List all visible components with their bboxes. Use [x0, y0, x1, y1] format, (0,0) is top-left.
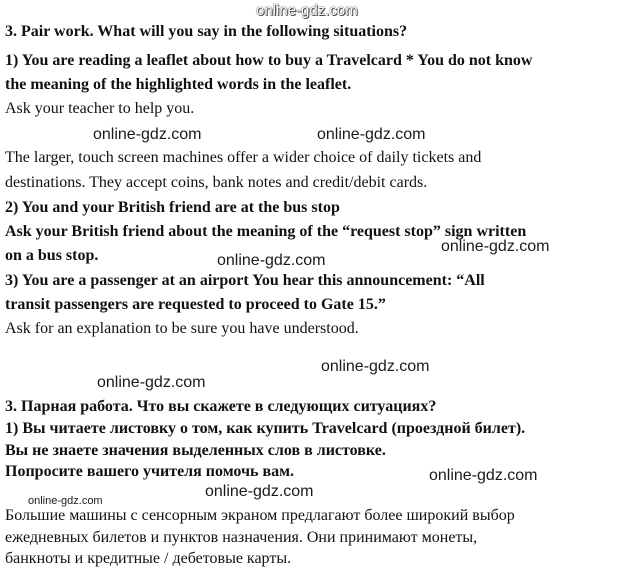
situation-1-title-cont: the meaning of the highlighted words in the leaflet.	[5, 76, 352, 93]
ru-leaflet-text-end: банкноты и кредитные / дебетовые карты.	[5, 550, 292, 567]
watermark: online-gdz.com	[256, 2, 358, 19]
leaflet-text-cont: destinations. They accept coins, bank notes and credit/debit cards.	[5, 174, 428, 191]
situation-2-task-cont: on a bus stop.	[5, 247, 99, 264]
exercise-heading: 3. Pair work. What will you say in the following situations?	[5, 23, 408, 40]
watermark: online-gdz.com	[28, 495, 103, 507]
watermark: online-gdz.com	[205, 483, 314, 500]
leaflet-text: The larger, touch screen machines offer a wider choice of daily tickets and	[5, 149, 482, 166]
watermark: online-gdz.com	[93, 126, 202, 143]
ru-situation-1-task: Попросите вашего учителя помочь вам.	[5, 463, 295, 480]
watermark: online-gdz.com	[429, 467, 538, 484]
situation-3-title-cont: transit passengers are requested to proceed to Gate 15.”	[5, 296, 386, 313]
ru-exercise-heading: 3. Парная работа. Что вы скажете в следующих ситуациях?	[5, 398, 437, 415]
watermark: online-gdz.com	[97, 374, 206, 391]
ru-situation-1: 1) Вы читаете листовку о том, как купить Travelcard (проездной билет).	[5, 420, 526, 437]
ru-leaflet-text-cont: ежедневных билетов и пунктов назначения. Они принимают монеты,	[5, 529, 478, 546]
watermark: online-gdz.com	[317, 126, 426, 143]
situation-2-title: 2) You and your British friend are at the bus stop	[5, 199, 340, 216]
ru-leaflet-text: Большие машины с сенсорным экраном предлагают более широкий выбор	[5, 507, 515, 524]
watermark: online-gdz.com	[321, 358, 430, 375]
watermark: online-gdz.com	[441, 238, 550, 255]
situation-1-task: Ask your teacher to help you.	[5, 100, 195, 117]
situation-2-task: Ask your British friend about the meaning of the “request stop” sign written	[5, 223, 527, 240]
situation-3-task: Ask for an explanation to be sure you have understood.	[5, 320, 359, 337]
situation-3-title: 3) You are a passenger at an airport You hear this announcement: “All	[5, 272, 485, 289]
watermark: online-gdz.com	[217, 252, 326, 269]
situation-1-title: 1) You are reading a leaflet about how to buy a Travelcard * You do not know	[5, 52, 533, 69]
ru-situation-1-cont: Вы не знаете значения выделенных слов в листовке.	[5, 442, 386, 459]
